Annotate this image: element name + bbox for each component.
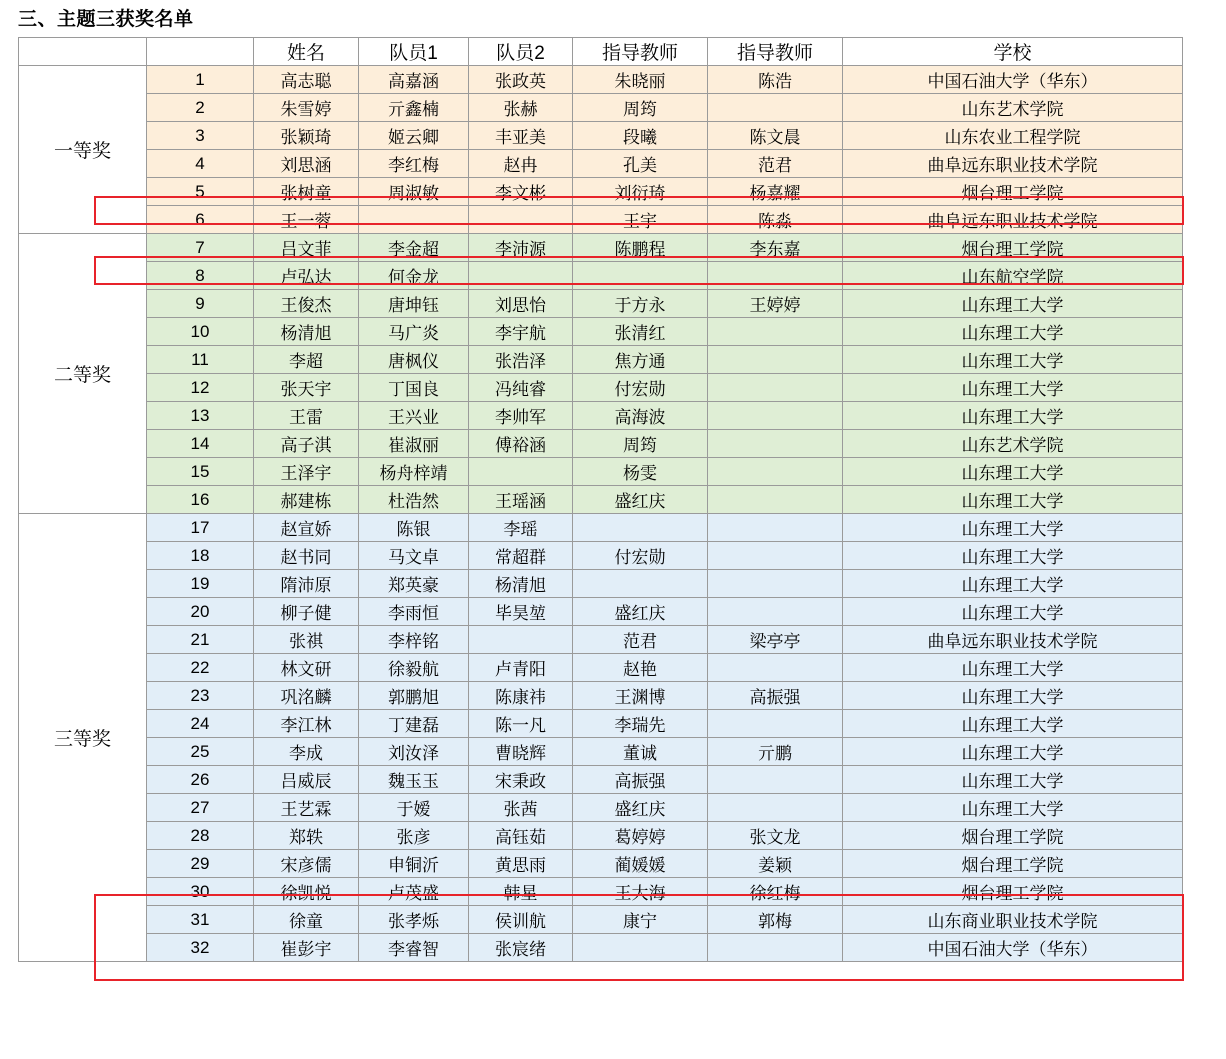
cell-teacher1: 周筠 <box>573 430 708 458</box>
table-row <box>19 906 1183 934</box>
cell-teacher1: 葛婷婷 <box>573 822 708 850</box>
cell-member1: 郑英豪 <box>359 570 469 598</box>
cell-teacher2: 陈浩 <box>708 66 843 94</box>
cell-teacher1: 蔺媛媛 <box>573 850 708 878</box>
cell-school: 山东理工大学 <box>843 766 1183 794</box>
cell-teacher2: 李东嘉 <box>708 234 843 262</box>
cell-member2: 曹晓辉 <box>469 738 573 766</box>
cell-name: 王艺霖 <box>254 794 359 822</box>
cell-number: 23 <box>147 682 254 710</box>
cell-teacher1 <box>573 262 708 290</box>
cell-member1: 马文卓 <box>359 542 469 570</box>
cell-member1: 姬云卿 <box>359 122 469 150</box>
cell-name: 崔彭宇 <box>254 934 359 962</box>
table-row <box>19 122 1183 150</box>
cell-name: 刘思涵 <box>254 150 359 178</box>
table-row <box>19 682 1183 710</box>
cell-name: 李江林 <box>254 710 359 738</box>
cell-school: 曲阜远东职业技术学院 <box>843 206 1183 234</box>
cell-teacher2 <box>708 542 843 570</box>
grade-label-third: 三等奖 <box>19 514 147 962</box>
cell-member2: 张浩泽 <box>469 346 573 374</box>
cell-member2: 毕昊堃 <box>469 598 573 626</box>
cell-name: 王泽宇 <box>254 458 359 486</box>
cell-name: 高志聪 <box>254 66 359 94</box>
table-row <box>19 66 1183 94</box>
table-row <box>19 374 1183 402</box>
cell-teacher2: 高振强 <box>708 682 843 710</box>
cell-member1: 杨舟梓靖 <box>359 458 469 486</box>
table-row <box>19 654 1183 682</box>
cell-number: 14 <box>147 430 254 458</box>
table-row <box>19 542 1183 570</box>
cell-number: 13 <box>147 402 254 430</box>
cell-teacher2 <box>708 346 843 374</box>
cell-member1: 亓鑫楠 <box>359 94 469 122</box>
cell-school: 烟台理工学院 <box>843 178 1183 206</box>
cell-teacher2 <box>708 402 843 430</box>
cell-member2: 刘思怡 <box>469 290 573 318</box>
header-cell-member1: 队员1 <box>359 38 469 66</box>
cell-number: 4 <box>147 150 254 178</box>
cell-teacher1: 付宏勋 <box>573 542 708 570</box>
cell-member1: 魏玉玉 <box>359 766 469 794</box>
cell-school: 中国石油大学（华东） <box>843 934 1183 962</box>
cell-school: 山东理工大学 <box>843 318 1183 346</box>
cell-teacher2 <box>708 262 843 290</box>
cell-school: 烟台理工学院 <box>843 234 1183 262</box>
header-cell-teacher2: 指导教师 <box>708 38 843 66</box>
cell-teacher2 <box>708 514 843 542</box>
cell-teacher2 <box>708 710 843 738</box>
cell-number: 30 <box>147 878 254 906</box>
cell-member2: 张茜 <box>469 794 573 822</box>
cell-member1: 唐枫仪 <box>359 346 469 374</box>
cell-teacher2: 张文龙 <box>708 822 843 850</box>
cell-name: 张天宇 <box>254 374 359 402</box>
table-row <box>19 878 1183 906</box>
cell-teacher1: 盛红庆 <box>573 794 708 822</box>
cell-teacher1: 盛红庆 <box>573 486 708 514</box>
cell-member2: 李瑶 <box>469 514 573 542</box>
table-row <box>19 514 1183 542</box>
cell-teacher2 <box>708 598 843 626</box>
cell-number: 19 <box>147 570 254 598</box>
cell-member1: 张彦 <box>359 822 469 850</box>
cell-teacher1 <box>573 514 708 542</box>
table-row <box>19 766 1183 794</box>
cell-member2: 高钰茹 <box>469 822 573 850</box>
cell-name: 林文研 <box>254 654 359 682</box>
cell-teacher1 <box>573 934 708 962</box>
cell-teacher2 <box>708 934 843 962</box>
cell-name: 张树童 <box>254 178 359 206</box>
header-cell-teacher1: 指导教师 <box>573 38 708 66</box>
cell-teacher1: 周筠 <box>573 94 708 122</box>
cell-name: 王一蓉 <box>254 206 359 234</box>
cell-teacher1 <box>573 570 708 598</box>
table-row <box>19 458 1183 486</box>
cell-name: 吕威辰 <box>254 766 359 794</box>
cell-school: 山东航空学院 <box>843 262 1183 290</box>
cell-teacher1: 焦方通 <box>573 346 708 374</box>
cell-teacher1: 高海波 <box>573 402 708 430</box>
cell-number: 6 <box>147 206 254 234</box>
grade-label-first: 一等奖 <box>19 66 147 234</box>
cell-school: 中国石油大学（华东） <box>843 66 1183 94</box>
cell-number: 9 <box>147 290 254 318</box>
cell-member1: 崔淑丽 <box>359 430 469 458</box>
cell-number: 10 <box>147 318 254 346</box>
cell-member2: 陈一凡 <box>469 710 573 738</box>
cell-name: 宋彦儒 <box>254 850 359 878</box>
table-row <box>19 934 1183 962</box>
cell-school: 山东理工大学 <box>843 486 1183 514</box>
cell-member2: 常超群 <box>469 542 573 570</box>
cell-teacher1: 孔美 <box>573 150 708 178</box>
cell-number: 1 <box>147 66 254 94</box>
table-row <box>19 262 1183 290</box>
table-row <box>19 822 1183 850</box>
cell-school: 山东理工大学 <box>843 290 1183 318</box>
award-list-table <box>18 37 1183 962</box>
cell-name: 张祺 <box>254 626 359 654</box>
cell-member1: 杜浩然 <box>359 486 469 514</box>
cell-teacher1: 高振强 <box>573 766 708 794</box>
cell-teacher2 <box>708 794 843 822</box>
cell-school: 山东理工大学 <box>843 794 1183 822</box>
cell-member1: 郭鹏旭 <box>359 682 469 710</box>
cell-member1 <box>359 206 469 234</box>
cell-number: 25 <box>147 738 254 766</box>
cell-name: 郑轶 <box>254 822 359 850</box>
cell-member1: 周淑敏 <box>359 178 469 206</box>
cell-name: 巩洺麟 <box>254 682 359 710</box>
cell-member2: 王瑶涵 <box>469 486 573 514</box>
cell-number: 32 <box>147 934 254 962</box>
cell-school: 山东理工大学 <box>843 542 1183 570</box>
cell-member2: 张赫 <box>469 94 573 122</box>
cell-school: 山东艺术学院 <box>843 94 1183 122</box>
table-row <box>19 626 1183 654</box>
cell-name: 朱雪婷 <box>254 94 359 122</box>
cell-teacher1: 范君 <box>573 626 708 654</box>
cell-member1: 李金超 <box>359 234 469 262</box>
cell-member2: 丰亚美 <box>469 122 573 150</box>
table-row <box>19 430 1183 458</box>
cell-name: 王俊杰 <box>254 290 359 318</box>
cell-member2: 陈康祎 <box>469 682 573 710</box>
cell-name: 隋沛原 <box>254 570 359 598</box>
header-cell-school: 学校 <box>843 38 1183 66</box>
cell-school: 山东理工大学 <box>843 514 1183 542</box>
cell-member2: 杨清旭 <box>469 570 573 598</box>
cell-school: 烟台理工学院 <box>843 822 1183 850</box>
cell-member1: 徐毅航 <box>359 654 469 682</box>
cell-member1: 卢茂盛 <box>359 878 469 906</box>
cell-teacher1: 刘衍琦 <box>573 178 708 206</box>
cell-name: 吕文菲 <box>254 234 359 262</box>
cell-number: 22 <box>147 654 254 682</box>
table-row <box>19 346 1183 374</box>
cell-school: 山东理工大学 <box>843 654 1183 682</box>
cell-teacher1: 王宇 <box>573 206 708 234</box>
cell-name: 高子淇 <box>254 430 359 458</box>
cell-member1: 丁建磊 <box>359 710 469 738</box>
cell-teacher2: 徐红梅 <box>708 878 843 906</box>
cell-teacher2 <box>708 486 843 514</box>
table-row <box>19 318 1183 346</box>
cell-teacher1: 王渊博 <box>573 682 708 710</box>
cell-member1: 王兴业 <box>359 402 469 430</box>
cell-name: 张颖琦 <box>254 122 359 150</box>
cell-number: 20 <box>147 598 254 626</box>
cell-member2: 张宸绪 <box>469 934 573 962</box>
cell-school: 烟台理工学院 <box>843 850 1183 878</box>
cell-member1: 马广炎 <box>359 318 469 346</box>
cell-school: 山东理工大学 <box>843 710 1183 738</box>
table-row <box>19 178 1183 206</box>
cell-number: 16 <box>147 486 254 514</box>
cell-name: 李超 <box>254 346 359 374</box>
cell-school: 山东理工大学 <box>843 598 1183 626</box>
cell-name: 杨清旭 <box>254 318 359 346</box>
header-cell-name: 姓名 <box>254 38 359 66</box>
cell-number: 3 <box>147 122 254 150</box>
cell-member1: 刘汝泽 <box>359 738 469 766</box>
table-row <box>19 570 1183 598</box>
cell-teacher1: 朱晓丽 <box>573 66 708 94</box>
table-row <box>19 402 1183 430</box>
table-row <box>19 94 1183 122</box>
header-cell-member2: 队员2 <box>469 38 573 66</box>
table-header-row <box>19 38 1183 66</box>
cell-teacher2: 陈淼 <box>708 206 843 234</box>
cell-member2 <box>469 626 573 654</box>
cell-teacher2 <box>708 458 843 486</box>
cell-teacher2: 姜颖 <box>708 850 843 878</box>
cell-member2: 侯训航 <box>469 906 573 934</box>
cell-school: 曲阜远东职业技术学院 <box>843 150 1183 178</box>
cell-member2: 宋秉政 <box>469 766 573 794</box>
cell-member1: 张孝烁 <box>359 906 469 934</box>
cell-teacher1: 陈鹏程 <box>573 234 708 262</box>
cell-number: 31 <box>147 906 254 934</box>
table-row <box>19 794 1183 822</box>
cell-member1: 唐坤钰 <box>359 290 469 318</box>
cell-teacher2: 梁亭亭 <box>708 626 843 654</box>
cell-member1: 于嫒 <box>359 794 469 822</box>
cell-member1: 李睿智 <box>359 934 469 962</box>
cell-teacher2 <box>708 94 843 122</box>
cell-teacher2 <box>708 766 843 794</box>
cell-member1: 陈银 <box>359 514 469 542</box>
header-cell-grade <box>19 38 147 66</box>
cell-member1: 李红梅 <box>359 150 469 178</box>
cell-teacher2: 亓鹏 <box>708 738 843 766</box>
cell-name: 徐童 <box>254 906 359 934</box>
cell-number: 21 <box>147 626 254 654</box>
cell-member1: 申铜沂 <box>359 850 469 878</box>
cell-school: 山东理工大学 <box>843 458 1183 486</box>
cell-teacher2 <box>708 570 843 598</box>
cell-teacher2 <box>708 430 843 458</box>
cell-member1: 丁国良 <box>359 374 469 402</box>
cell-member2: 李宇航 <box>469 318 573 346</box>
cell-school: 山东艺术学院 <box>843 430 1183 458</box>
cell-number: 28 <box>147 822 254 850</box>
cell-teacher1: 董诚 <box>573 738 708 766</box>
cell-school: 山东理工大学 <box>843 346 1183 374</box>
cell-number: 5 <box>147 178 254 206</box>
table-row <box>19 290 1183 318</box>
cell-number: 7 <box>147 234 254 262</box>
page-title: 三、主题三获奖名单 <box>18 9 194 30</box>
cell-member1: 李雨恒 <box>359 598 469 626</box>
cell-school: 烟台理工学院 <box>843 878 1183 906</box>
cell-teacher2: 陈文晨 <box>708 122 843 150</box>
cell-school: 山东商业职业技术学院 <box>843 906 1183 934</box>
cell-number: 26 <box>147 766 254 794</box>
cell-member2: 卢青阳 <box>469 654 573 682</box>
cell-teacher1: 赵艳 <box>573 654 708 682</box>
cell-teacher1: 盛红庆 <box>573 598 708 626</box>
cell-teacher1: 杨雯 <box>573 458 708 486</box>
cell-number: 27 <box>147 794 254 822</box>
cell-name: 王雷 <box>254 402 359 430</box>
cell-school: 山东理工大学 <box>843 738 1183 766</box>
cell-name: 李成 <box>254 738 359 766</box>
cell-member2 <box>469 458 573 486</box>
cell-member1: 何金龙 <box>359 262 469 290</box>
table-row <box>19 850 1183 878</box>
cell-member2: 韩星 <box>469 878 573 906</box>
table-row <box>19 738 1183 766</box>
cell-name: 郝建栋 <box>254 486 359 514</box>
cell-member2: 冯纯睿 <box>469 374 573 402</box>
cell-number: 11 <box>147 346 254 374</box>
cell-member2: 黄思雨 <box>469 850 573 878</box>
cell-number: 15 <box>147 458 254 486</box>
header-cell-no <box>147 38 254 66</box>
cell-school: 山东农业工程学院 <box>843 122 1183 150</box>
cell-member2: 李帅军 <box>469 402 573 430</box>
cell-teacher1: 李瑞先 <box>573 710 708 738</box>
table-row <box>19 598 1183 626</box>
cell-member2 <box>469 262 573 290</box>
grade-label-second: 二等奖 <box>19 234 147 514</box>
cell-school: 山东理工大学 <box>843 402 1183 430</box>
cell-number: 8 <box>147 262 254 290</box>
cell-name: 柳子健 <box>254 598 359 626</box>
cell-teacher2: 杨嘉耀 <box>708 178 843 206</box>
cell-member1: 李梓铭 <box>359 626 469 654</box>
cell-member2: 李文彬 <box>469 178 573 206</box>
cell-teacher2: 范君 <box>708 150 843 178</box>
cell-teacher1: 康宁 <box>573 906 708 934</box>
cell-name: 赵书同 <box>254 542 359 570</box>
cell-teacher2 <box>708 318 843 346</box>
cell-number: 18 <box>147 542 254 570</box>
cell-number: 24 <box>147 710 254 738</box>
cell-member2: 李沛源 <box>469 234 573 262</box>
cell-member2: 赵冉 <box>469 150 573 178</box>
table-row <box>19 486 1183 514</box>
cell-teacher1: 于方永 <box>573 290 708 318</box>
cell-school: 山东理工大学 <box>843 570 1183 598</box>
cell-number: 2 <box>147 94 254 122</box>
cell-number: 17 <box>147 514 254 542</box>
cell-school: 山东理工大学 <box>843 374 1183 402</box>
cell-teacher1: 付宏勋 <box>573 374 708 402</box>
table-row <box>19 710 1183 738</box>
cell-teacher2 <box>708 654 843 682</box>
cell-number: 12 <box>147 374 254 402</box>
cell-school: 山东理工大学 <box>843 682 1183 710</box>
cell-member2: 张政英 <box>469 66 573 94</box>
cell-member1: 高嘉涵 <box>359 66 469 94</box>
cell-member2 <box>469 206 573 234</box>
cell-school: 曲阜远东职业技术学院 <box>843 626 1183 654</box>
cell-teacher2 <box>708 374 843 402</box>
cell-name: 赵宣娇 <box>254 514 359 542</box>
table-row <box>19 150 1183 178</box>
cell-number: 29 <box>147 850 254 878</box>
table-row <box>19 206 1183 234</box>
cell-member2: 傅裕涵 <box>469 430 573 458</box>
cell-teacher2: 王婷婷 <box>708 290 843 318</box>
cell-teacher1: 王大海 <box>573 878 708 906</box>
cell-name: 卢弘达 <box>254 262 359 290</box>
cell-name: 徐凯悦 <box>254 878 359 906</box>
table-row <box>19 234 1183 262</box>
cell-teacher2: 郭梅 <box>708 906 843 934</box>
cell-teacher1: 张清红 <box>573 318 708 346</box>
cell-teacher1: 段曦 <box>573 122 708 150</box>
